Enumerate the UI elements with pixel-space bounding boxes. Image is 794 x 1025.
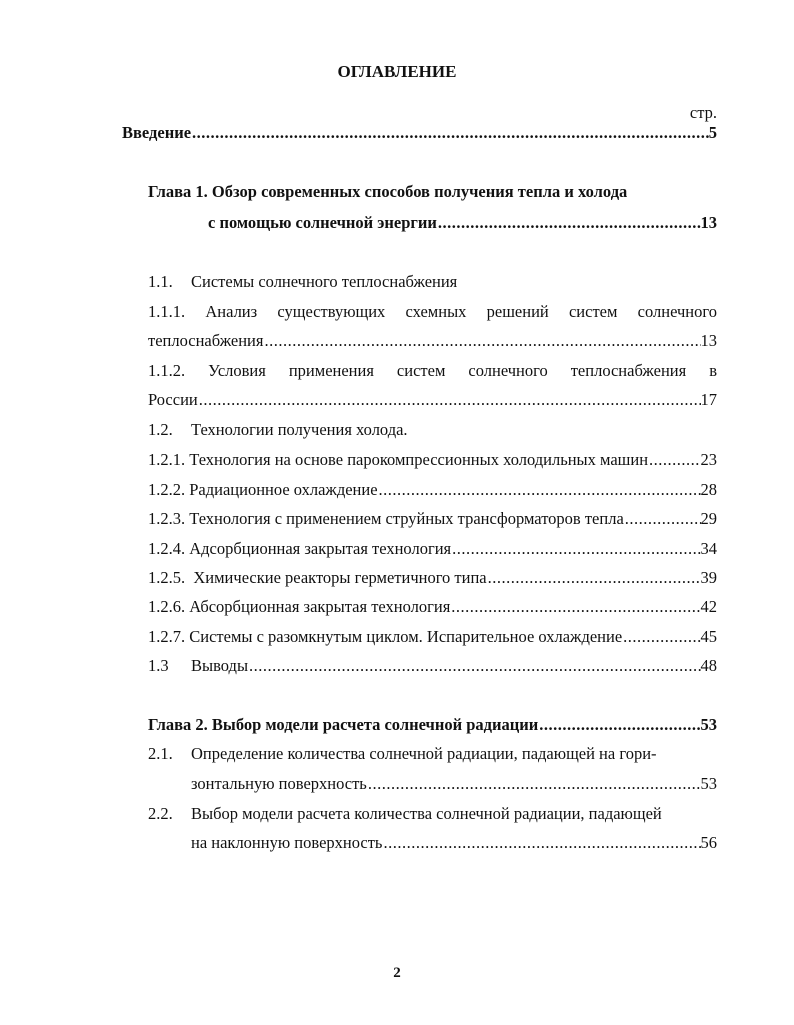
toc-title: ОГЛАВЛЕНИЕ (337, 62, 457, 81)
entry-text: 1.2.5. Химические реакторы герметичного типа (148, 568, 487, 587)
leader-dots (248, 655, 700, 677)
entry-text: 1.2.7. Системы с разомкнутым циклом. Испарительное охлаждение (148, 627, 623, 646)
toc-entry-2-2-cont[interactable] (191, 832, 717, 854)
entry-text: Глава 2. Выбор модели расчета солнечной радиации (148, 715, 539, 734)
entry-text: 1.2.4. Адсорбционная закрытая технология (148, 539, 452, 558)
toc-entry-1-2-4[interactable] (148, 538, 717, 560)
entry-text: России (148, 390, 198, 409)
leader-dots (382, 832, 700, 854)
entry-number: 2.2. (148, 804, 173, 823)
toc-entry-1-2-5[interactable] (148, 567, 717, 589)
entry-page: 29 (700, 509, 717, 528)
entry-page: 34 (700, 539, 717, 558)
toc-entry-1-1[interactable] (148, 271, 717, 293)
entry-number: 1.3 (148, 656, 169, 675)
toc-entry-2-2[interactable] (148, 803, 717, 825)
entry-text: Технологии получения холода. (191, 420, 408, 439)
page-number: 2 (393, 965, 401, 981)
toc-entry-2-1[interactable] (148, 743, 717, 765)
toc-chapter2[interactable] (148, 714, 717, 736)
entry-text: Введение (122, 123, 192, 142)
toc-entry-1-1-1[interactable] (148, 301, 717, 323)
entry-text: Системы солнечного теплоснабжения (191, 272, 458, 291)
entry-page: 5 (708, 123, 717, 142)
toc-entry-intro[interactable] (122, 122, 717, 144)
entry-page: 23 (700, 450, 717, 469)
toc-chapter1-line2[interactable] (208, 212, 717, 234)
toc-entry-1-3[interactable] (148, 655, 717, 677)
entry-page: 13 (700, 213, 717, 232)
leader-dots (198, 389, 701, 411)
leader-dots (367, 773, 701, 795)
entry-number: 1.2. (148, 420, 173, 439)
entry-text: 1.2.2. Радиационное охлаждение (148, 480, 378, 499)
toc-entry-1-2-7[interactable] (148, 626, 717, 648)
entry-text: с помощью солнечной энергии (208, 213, 437, 232)
entry-page: 48 (700, 656, 717, 675)
entry-text: на наклонную поверхность (191, 833, 383, 852)
toc-entry-1-2-6[interactable] (148, 596, 717, 618)
leader-dots (191, 122, 709, 144)
toc-entry-2-1-cont[interactable] (191, 773, 717, 795)
entry-page: 17 (700, 390, 717, 409)
entry-text: теплоснабжения (148, 331, 264, 350)
entry-page: 13 (700, 331, 717, 350)
leader-dots (648, 449, 700, 471)
entry-page: 45 (700, 627, 717, 646)
entry-text: зонтальную поверхность (191, 774, 367, 793)
entry-page: 39 (700, 568, 717, 587)
toc-entry-1-1-2-cont[interactable] (148, 389, 717, 411)
entry-page: 56 (700, 833, 717, 852)
entry-text: 1.1.2. Условия применения систем солнечного теплоснабжения в (148, 361, 717, 380)
leader-dots (487, 567, 701, 589)
leader-dots (622, 626, 700, 648)
leader-dots (263, 330, 700, 352)
toc-entry-1-2[interactable] (148, 419, 717, 441)
leader-dots (450, 596, 700, 618)
entry-text: Глава 1. Обзор современных способов получения тепла и холода (148, 182, 628, 201)
page-column-label: стр. (689, 103, 717, 122)
toc-entry-1-2-2[interactable] (148, 479, 717, 501)
toc-chapter1-line1[interactable] (148, 181, 717, 203)
toc-entry-1-1-2[interactable] (148, 360, 717, 382)
entry-text: 1.2.6. Абсорбционная закрытая технология (148, 597, 451, 616)
leader-dots (378, 479, 701, 501)
toc-entry-1-2-3[interactable] (148, 508, 717, 530)
entry-text: 1.2.1. Технология на основе парокомпрессионных холодильных машин (148, 450, 649, 469)
entry-text: Определение количества солнечной радиации, падающей на гори- (191, 744, 657, 763)
entry-text: Выбор модели расчета количества солнечной радиации, падающей (191, 804, 662, 823)
entry-number: 2.1. (148, 744, 173, 763)
entry-page: 42 (700, 597, 717, 616)
leader-dots (451, 538, 700, 560)
entry-page: 28 (700, 480, 717, 499)
entry-text: 1.2.3. Технология с применением струйных трансформаторов тепла (148, 509, 624, 528)
entry-page: 53 (700, 774, 717, 793)
leader-dots (624, 508, 701, 530)
toc-entry-1-2-1[interactable] (148, 449, 717, 471)
entry-text: Выводы (191, 656, 249, 675)
leader-dots (437, 212, 701, 234)
entry-number: 1.1. (148, 272, 173, 291)
entry-page: 53 (700, 715, 717, 734)
entry-text: 1.1.1. Анализ существующих схемных решений систем солнечного (148, 302, 717, 321)
toc-entry-1-1-1-cont[interactable] (148, 330, 717, 352)
leader-dots (538, 714, 700, 736)
